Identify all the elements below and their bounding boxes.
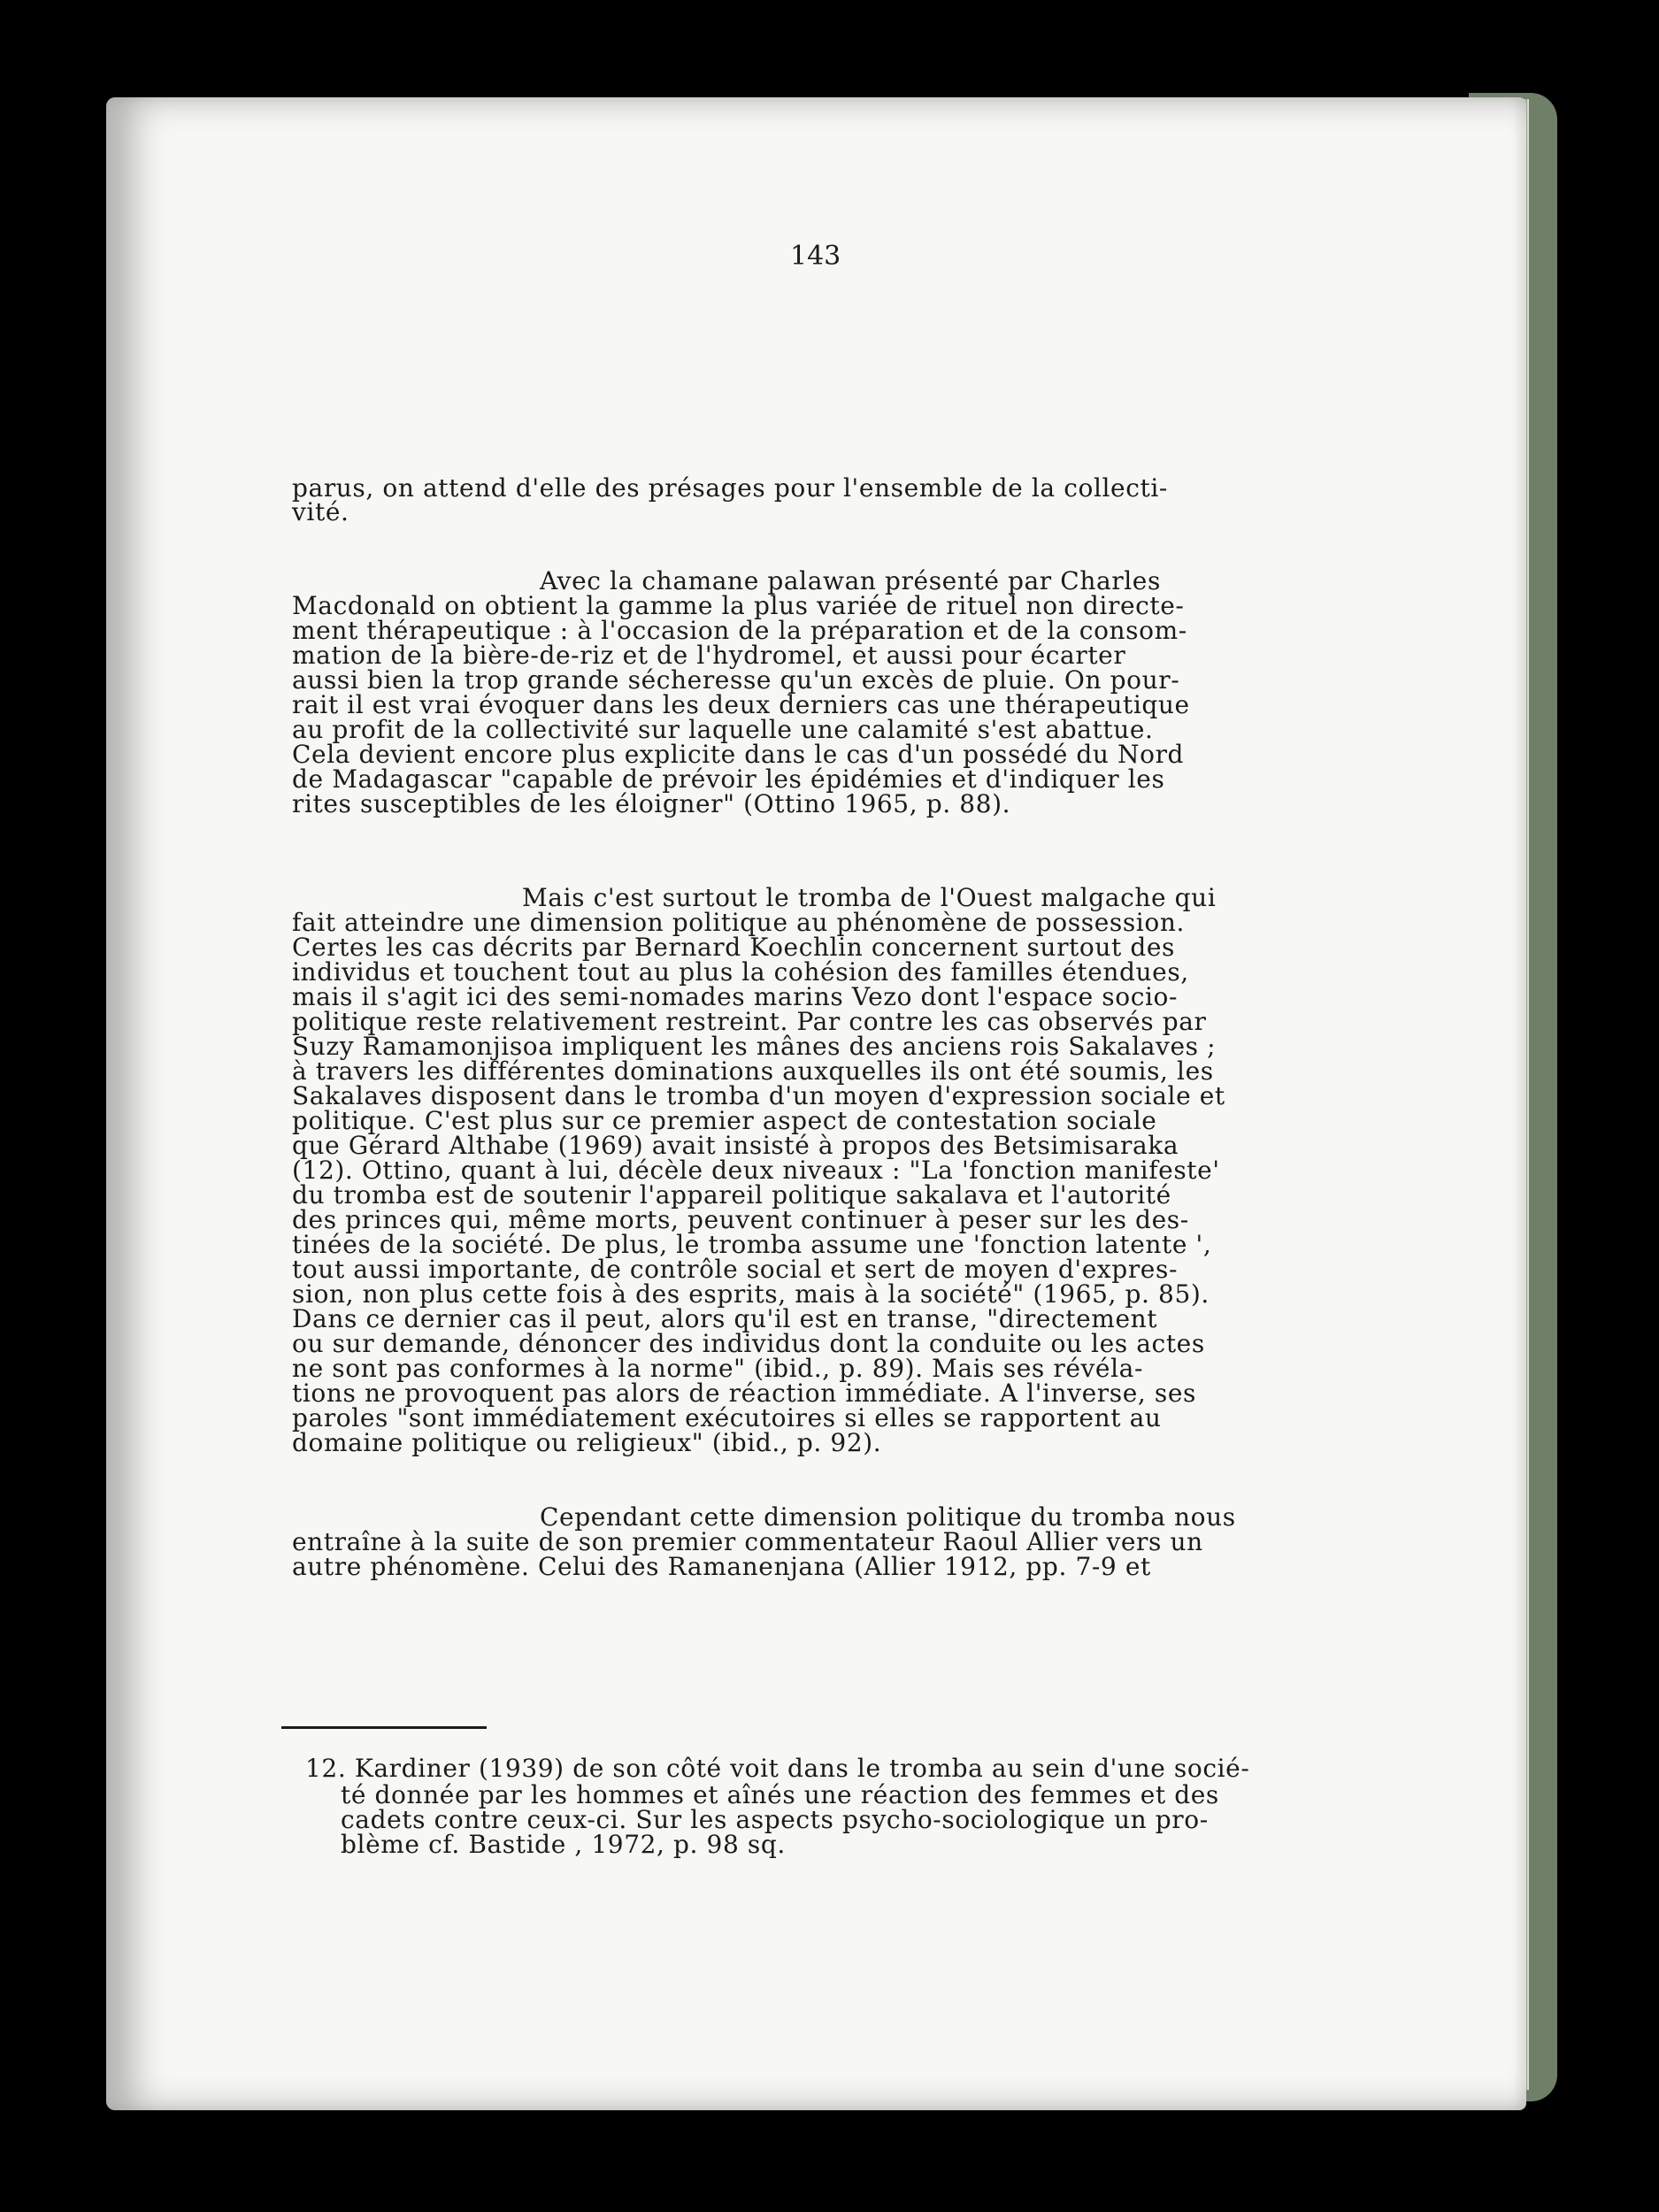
body-line: Suzy Ramamonjisoa impliquent les mânes des anciens rois Sakalaves ; [292, 1032, 1217, 1061]
body-line: autre phénomène. Celui des Ramanenjana (Allier 1912, pp. 7-9 et [292, 1552, 1151, 1581]
body-line: politique. C'est plus sur ce premier aspect de contestation sociale [292, 1106, 1157, 1135]
body-line: aussi bien la trop grande sécheresse qu'un excès de pluie. On pour- [292, 665, 1180, 695]
body-line: mation de la bière-de-riz et de l'hydromel, et aussi pour écarter [292, 641, 1126, 670]
body-line: au profit de la collectivité sur laquelle une calamité s'est abattue. [292, 715, 1154, 744]
body-line: parus, on attend d'elle des présages pour l'ensemble de la collecti- [292, 473, 1168, 503]
body-line: Cela devient encore plus explicite dans le cas d'un possédé du Nord [292, 740, 1185, 769]
body-line: à travers les différentes dominations auxquelles ils ont été soumis, les [292, 1056, 1214, 1086]
body-line: des princes qui, même morts, peuvent continuer à peser sur les des- [292, 1205, 1189, 1234]
footnote-line: cadets contre ceux-ci. Sur les aspects psycho-sociologique un pro- [341, 1805, 1209, 1834]
page-number: 143 [790, 241, 841, 272]
body-line: rait il est vrai évoquer dans les deux derniers cas une thérapeutique [292, 690, 1190, 719]
body-line: Dans ce dernier cas il peut, alors qu'il est en transe, "directement [292, 1304, 1158, 1333]
body-line: du tromba est de soutenir l'appareil politique sakalava et l'autorité [292, 1180, 1171, 1210]
body-line: rites susceptibles de les éloigner" (Ottino 1965, p. 88). [292, 789, 1011, 818]
body-line: fait atteindre une dimension politique au phénomène de possession. [292, 908, 1185, 937]
body-line: entraîne à la suite de son premier commentateur Raoul Allier vers un [292, 1527, 1203, 1556]
body-line: Sakalaves disposent dans le tromba d'un moyen d'expression sociale et [292, 1081, 1225, 1110]
body-line: que Gérard Althabe (1969) avait insisté à propos des Betsimisaraka [292, 1131, 1179, 1160]
body-line: sion, non plus cette fois à des esprits, mais à la société" (1965, p. 85). [292, 1279, 1210, 1309]
body-line: mais il s'agit ici des semi-nomades marins Vezo dont l'espace socio- [292, 982, 1179, 1011]
footnote-line: té donnée par les hommes et aînés une réaction des femmes et des [341, 1780, 1219, 1809]
body-line: individus et touchent tout au plus la cohésion des familles étendues, [292, 957, 1189, 987]
footnote-separator [281, 1726, 487, 1729]
body-line: ou sur demande, dénoncer des individus dont la conduite ou les actes [292, 1329, 1205, 1358]
body-line: ment thérapeutique : à l'occasion de la préparation et de la consom- [292, 616, 1187, 645]
body-line: (12). Ottino, quant à lui, décèle deux niveaux : "La 'fonction manifeste' [292, 1156, 1220, 1185]
body-line: ne sont pas conformes à la norme" (ibid., p. 89). Mais ses révéla- [292, 1354, 1143, 1383]
body-line: de Madagascar "capable de prévoir les épidémies et d'indiquer les [292, 764, 1165, 794]
body-line: Certes les cas décrits par Bernard Koechlin concernent surtout des [292, 933, 1176, 962]
body-line: domaine politique ou religieux" (ibid., p. 92). [292, 1428, 882, 1457]
body-line: tout aussi importante, de contrôle social et sert de moyen d'expres- [292, 1255, 1179, 1284]
body-line: paroles "sont immédiatement exécutoires si elles se rapportent au [292, 1403, 1162, 1432]
body-line: tinées de la société. De plus, le tromba assume une 'fonction latente ', [292, 1230, 1212, 1259]
footnote-line: 12. Kardiner (1939) de son côté voit dans le tromba au sein d'une socié- [305, 1754, 1250, 1783]
body-line: Cependant cette dimension politique du tromba nous [540, 1502, 1236, 1532]
body-line: politique reste relativement restreint. Par contre les cas observés par [292, 1007, 1207, 1036]
body-line: vité. [292, 497, 349, 526]
body-line: Macdonald on obtient la gamme la plus variée de rituel non directe- [292, 591, 1185, 620]
body-line: Avec la chamane palawan présenté par Charles [540, 566, 1161, 595]
body-line: Mais c'est surtout le tromba de l'Ouest malgache qui [522, 883, 1217, 912]
footnote-line: blème cf. Bastide , 1972, p. 98 sq. [341, 1830, 786, 1859]
body-line: tions ne provoquent pas alors de réaction immédiate. A l'inverse, ses [292, 1379, 1197, 1408]
